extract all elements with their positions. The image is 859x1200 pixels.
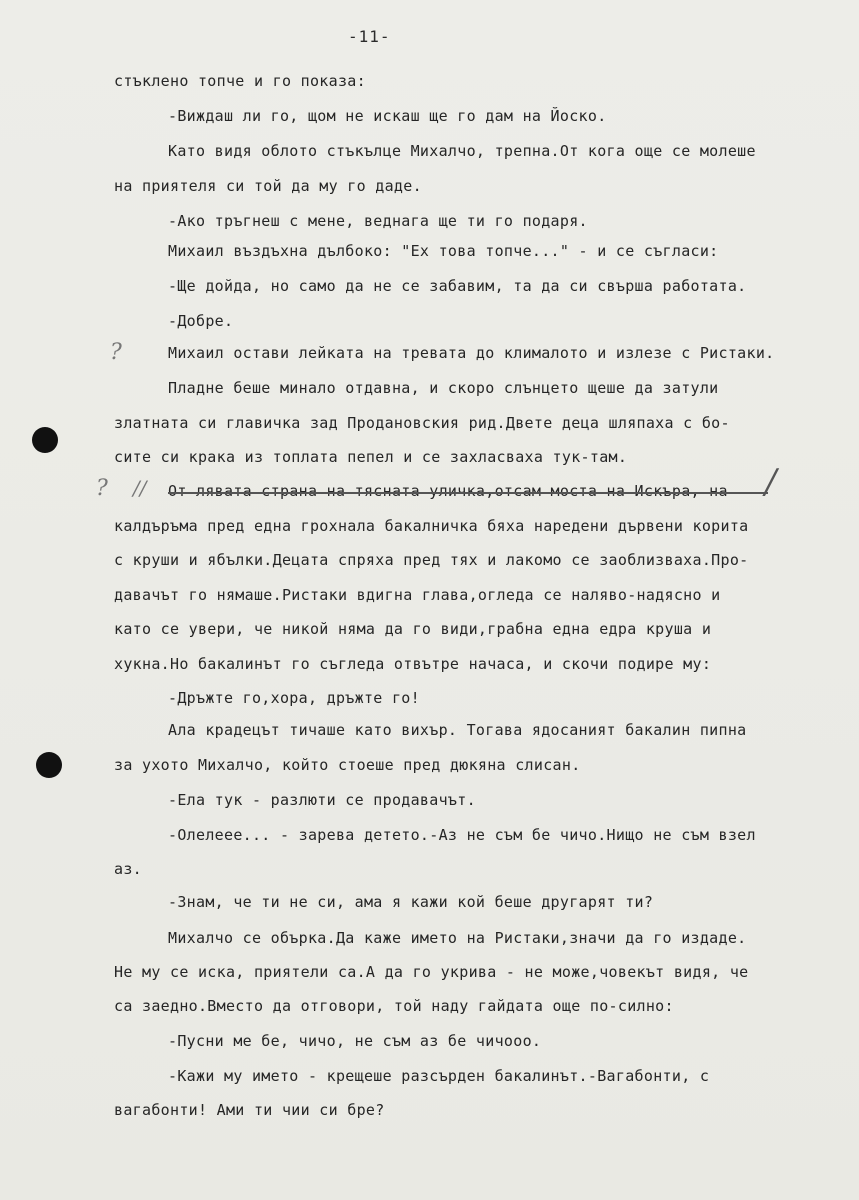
- text-line: като се увери, че никой няма да го види,грабна една едра круша и: [114, 620, 712, 638]
- text-line: стъклено топче и го показа:: [114, 72, 366, 90]
- text-line: -Ако тръгнеш с мене, веднага ще ти го подаря.: [168, 212, 588, 230]
- text-line: Михаил остави лейката на тревата до клималото и излезе с Ристаки.: [168, 344, 775, 362]
- text-line: Пладне беше минало отдавна, и скоро слънцето щеше да затули: [168, 379, 719, 397]
- text-line: -Пусни ме бе, чичо, не съм аз бе чичооо.: [168, 1032, 542, 1050]
- text-line: давачът го нямаше.Ристаки вдигна глава,огледа се наляво-надясно и: [114, 586, 721, 604]
- text-line: Ала крадецът тичаше като вихър. Тогава ядосаният бакалин пипна: [168, 721, 747, 739]
- punch-hole-top: [32, 427, 58, 453]
- margin-slash-mark: /: [765, 462, 777, 502]
- text-line: калдъръма пред една грохнала бакалничка бяха наредени дървени корита: [114, 517, 749, 535]
- text-line: -Знам, че ти не си, ама я кажи кой беше другарят ти?: [168, 893, 654, 911]
- text-line: -Добре.: [168, 312, 234, 330]
- strikethrough: [168, 492, 768, 494]
- text-line: сите си крака из топлата пепел и се захласваха тук-там.: [114, 448, 628, 466]
- struck-text-line: От лявата страна на тясната уличка,отсам моста на Искъра, на: [168, 482, 728, 500]
- text-line: с круши и ябълки.Децата спряха пред тях и лакомо се заоблизваха.Про-: [114, 551, 749, 569]
- text-line: на приятеля си той да му го даде.: [114, 177, 422, 195]
- text-line: хукна.Но бакалинът го съгледа отвътре начаса, и скочи подире му:: [114, 655, 712, 673]
- text-line: -Кажи му името - крещеше разсърден бакалинът.-Вагабонти, с: [168, 1067, 710, 1085]
- text-line: Михаил въздъхна дълбоко: "Ех това топче..." - и се съгласи:: [168, 242, 719, 260]
- margin-paragraph-mark: //: [133, 476, 147, 500]
- page-number: -11-: [348, 27, 391, 46]
- text-line: за ухото Михалчо, който стоеше пред дюкяна слисан.: [114, 756, 581, 774]
- text-line: аз.: [114, 860, 142, 878]
- text-line: вагабонти! Ами ти чии си бре?: [114, 1101, 385, 1119]
- text-line: -Ела тук - разлюти се продавачът.: [168, 791, 476, 809]
- text-line: Като видя облото стъкълце Михалчо, трепна.От кога още се молеше: [168, 142, 756, 160]
- margin-question-mark: ?: [96, 476, 108, 501]
- text-line: -Виждаш ли го, щом не искаш ще го дам на Йоско.: [168, 107, 607, 125]
- text-line: -Олелеее... - зарева детето.-Аз не съм бе чичо.Нищо не съм взел: [168, 826, 756, 844]
- margin-question-mark: ?: [110, 340, 122, 365]
- text-line: Не му се иска, приятели са.А да го укрива - не може,човекът видя, че: [114, 963, 749, 981]
- text-line: -Ще дойда, но само да не се забавим, та да си свърша работата.: [168, 277, 747, 295]
- punch-hole-bottom: [36, 752, 62, 778]
- text-line: -Дръжте го,хора, дръжте го!: [168, 689, 420, 707]
- text-line: са заедно.Вместо да отговори, той наду гайдата още по-силно:: [114, 997, 674, 1015]
- text-line: Михалчо се обърка.Да каже името на Ристаки,значи да го издаде.: [168, 929, 747, 947]
- text-line: златната си главичка зад Продановския рид.Двете деца шляпаха с бо-: [114, 414, 730, 432]
